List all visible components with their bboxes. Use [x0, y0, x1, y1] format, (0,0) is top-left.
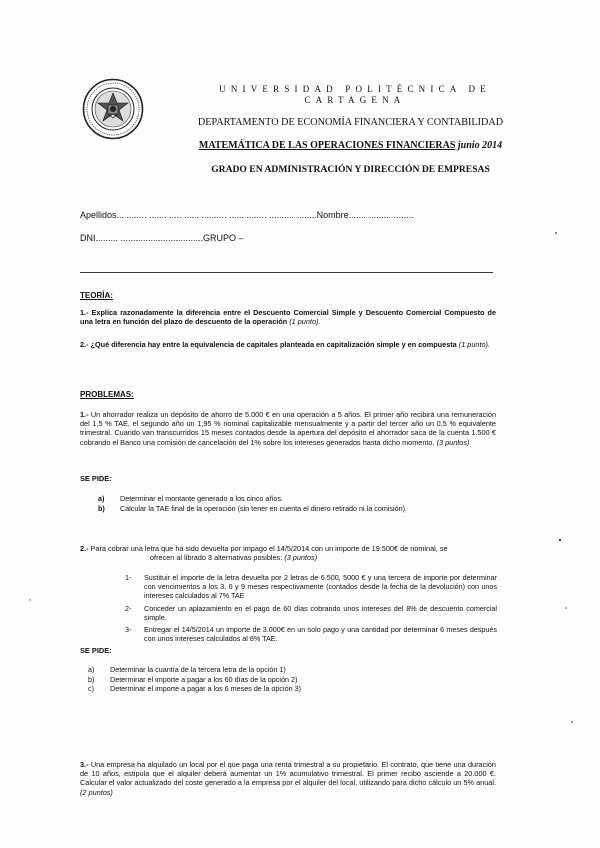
- option-text: Sustituir el importe de la letra devuelta por 2 letras de 6.500, 5000 € y una tercera de importe por determinar con vencimientos a los 3, 6 y 9 meses respectivamente (contados desde la fecha de la devolución) con unos intereses calculados al 7% TAE: [144, 573, 497, 601]
- question-text: ¿Qué diferencia hay entre la equivalencia de capitales planteada en capitalización simple y en compuesta: [90, 340, 457, 349]
- grupo-label: GRUPO –: [203, 233, 244, 243]
- teoria-question-1: [80, 308, 496, 326]
- item-text: Determinar la cuantía de la tercera letra de la opción 1): [110, 665, 286, 674]
- item-label: a): [88, 665, 95, 674]
- problem-text-b: ofrecen al librado 3 alternativas posibles:: [150, 553, 283, 563]
- question-text: Explica razonadamente la diferencia entre el Descuento Comercial Simple y Descuento Comercial Compuesto de una letra en función del plazo de descuento de la operación: [80, 308, 496, 327]
- subject-title: [178, 140, 523, 151]
- department-name: DEPARTAMENTO DE ECONOMÍA FINANCIERA Y CONTABILIDAD: [197, 117, 504, 128]
- problem-text: Una empresa ha alquilado un local por el que paga una renta trimestral a su propietario. El contrato, que tiene una duración de 10 años, estipula que el alquiler deberá aumentar un 1% acumulativo trimestral. El primer recibo asciende a 20.000 €. Calcular el valor actualizado del coste generado a la empresa por el alquiler del local, utilizando para dicho cálculo un 5% anual.: [80, 760, 496, 788]
- list-item: [125, 625, 497, 643]
- problem-2-options: [125, 573, 497, 646]
- header-divider: [80, 272, 493, 273]
- question-points: (1 punto).: [458, 340, 491, 349]
- university-line-2: CARTAGENA: [304, 95, 406, 105]
- question-number: 1.-: [80, 308, 89, 317]
- problema-2: [80, 544, 496, 562]
- item-text: Determinar el montante generado a los cinco años.: [120, 494, 284, 503]
- teoria-question-2: [80, 340, 496, 349]
- nombre-dots: ....... ......... ........: [348, 210, 414, 220]
- apellidos-field[interactable]: [80, 210, 500, 220]
- item-label: c): [88, 684, 94, 694]
- item-label: b): [98, 503, 105, 513]
- se-pide-label: SE PIDE:: [80, 646, 112, 655]
- exam-date: junio 2014: [457, 140, 503, 151]
- question-points: (1 punto).: [289, 317, 321, 327]
- list-item: [88, 675, 488, 685]
- university-seal-icon: [82, 78, 144, 140]
- option-label: 2-: [125, 603, 132, 613]
- problem-number: 1.-: [80, 410, 89, 419]
- list-item: [88, 665, 488, 675]
- dni-label: DNI: [80, 233, 96, 243]
- item-label: a): [98, 494, 105, 503]
- list-item: [125, 573, 497, 601]
- dni-dots: ......... .................................: [95, 233, 204, 243]
- problem-number: 2.-: [80, 544, 89, 553]
- item-label: b): [88, 674, 95, 684]
- problema-1: [80, 410, 496, 447]
- list-item: [98, 504, 498, 514]
- option-text: Entregar el 14/5/2014 un importe de 3.000€ en un solo pago y una cantidad por determinar 6 meses después con unos intereses calculados al 8% TAE.: [144, 625, 497, 644]
- option-label: 1-: [125, 573, 132, 582]
- item-text: Calcular la TAE final de la operación (sin tener en cuenta el dinero retirado ni la comisión).: [120, 503, 407, 513]
- teoria-title: TEORÍA:: [80, 291, 113, 300]
- problema-3: [80, 760, 496, 797]
- problemas-title: PROBLEMAS:: [80, 390, 134, 399]
- problem-text: Un ahorrador realiza un depósito de ahorro de 5.000 € en una operación a 5 años. El primer año recibirá una remuneración del 1,5 % TAE, el segundo año un 1,95 % nominal capitalizable mensualmente y a partir del tercer año un 0,5 % equivalente trimestral. Cuando van transcurridos 15 meses contados desde la apertura del depósito el ahorrador saca de la cuenta 1.500 € cobrando el Banco una comisión de cancelación del 1% sobre los intereses generados hasta dicho momento.: [80, 410, 496, 447]
- dni-field[interactable]: [80, 233, 500, 243]
- item-text: Determinar el importe a pagar a los 6 meses de la opción 3): [110, 684, 301, 694]
- option-text: Conceder un aplazamiento en el pago de 60 días cobrando unos intereses del 8% de descuento comercial simple.: [144, 603, 497, 622]
- problem-number: 3.-: [80, 760, 89, 769]
- list-item: [125, 604, 497, 622]
- problem-text-a: Para cobrar una letra que ha sido devuelta por impago el 14/5/2014 con un importe de 19.500€ de nominal, se: [90, 544, 448, 553]
- problem-points: (2 puntos): [80, 787, 113, 797]
- list-item: [98, 494, 498, 504]
- item-text: Determinar el importe a pagar a los 60 días de la opción 2): [110, 674, 298, 684]
- question-number: 2.-: [80, 340, 89, 349]
- option-label: 3-: [125, 625, 132, 635]
- nombre-label: Nombre: [316, 210, 349, 220]
- list-item: [88, 684, 488, 694]
- apellidos-label: Apellidos: [80, 210, 117, 220]
- apellidos-dots: ... ........ ....... ..... ...... .......... ...... ........ .......... ........: [116, 210, 317, 220]
- problem-points: (3 puntos): [436, 437, 470, 447]
- se-pide-label: SE PIDE:: [80, 474, 112, 483]
- problem-1-tasks: [98, 494, 498, 513]
- university-name: [195, 84, 515, 106]
- subject-name: MATEMÁTICA DE LAS OPERACIONES FINANCIERAS: [198, 140, 456, 151]
- problem-2-tasks: [88, 665, 488, 694]
- university-line-1: UNIVERSIDAD POLITÉCNICA DE: [219, 84, 491, 94]
- degree-name: GRADO EN ADMINISTRACIÓN Y DIRECCIÓN DE EMPRESAS: [211, 164, 490, 175]
- problem-points: (3 puntos): [284, 553, 318, 563]
